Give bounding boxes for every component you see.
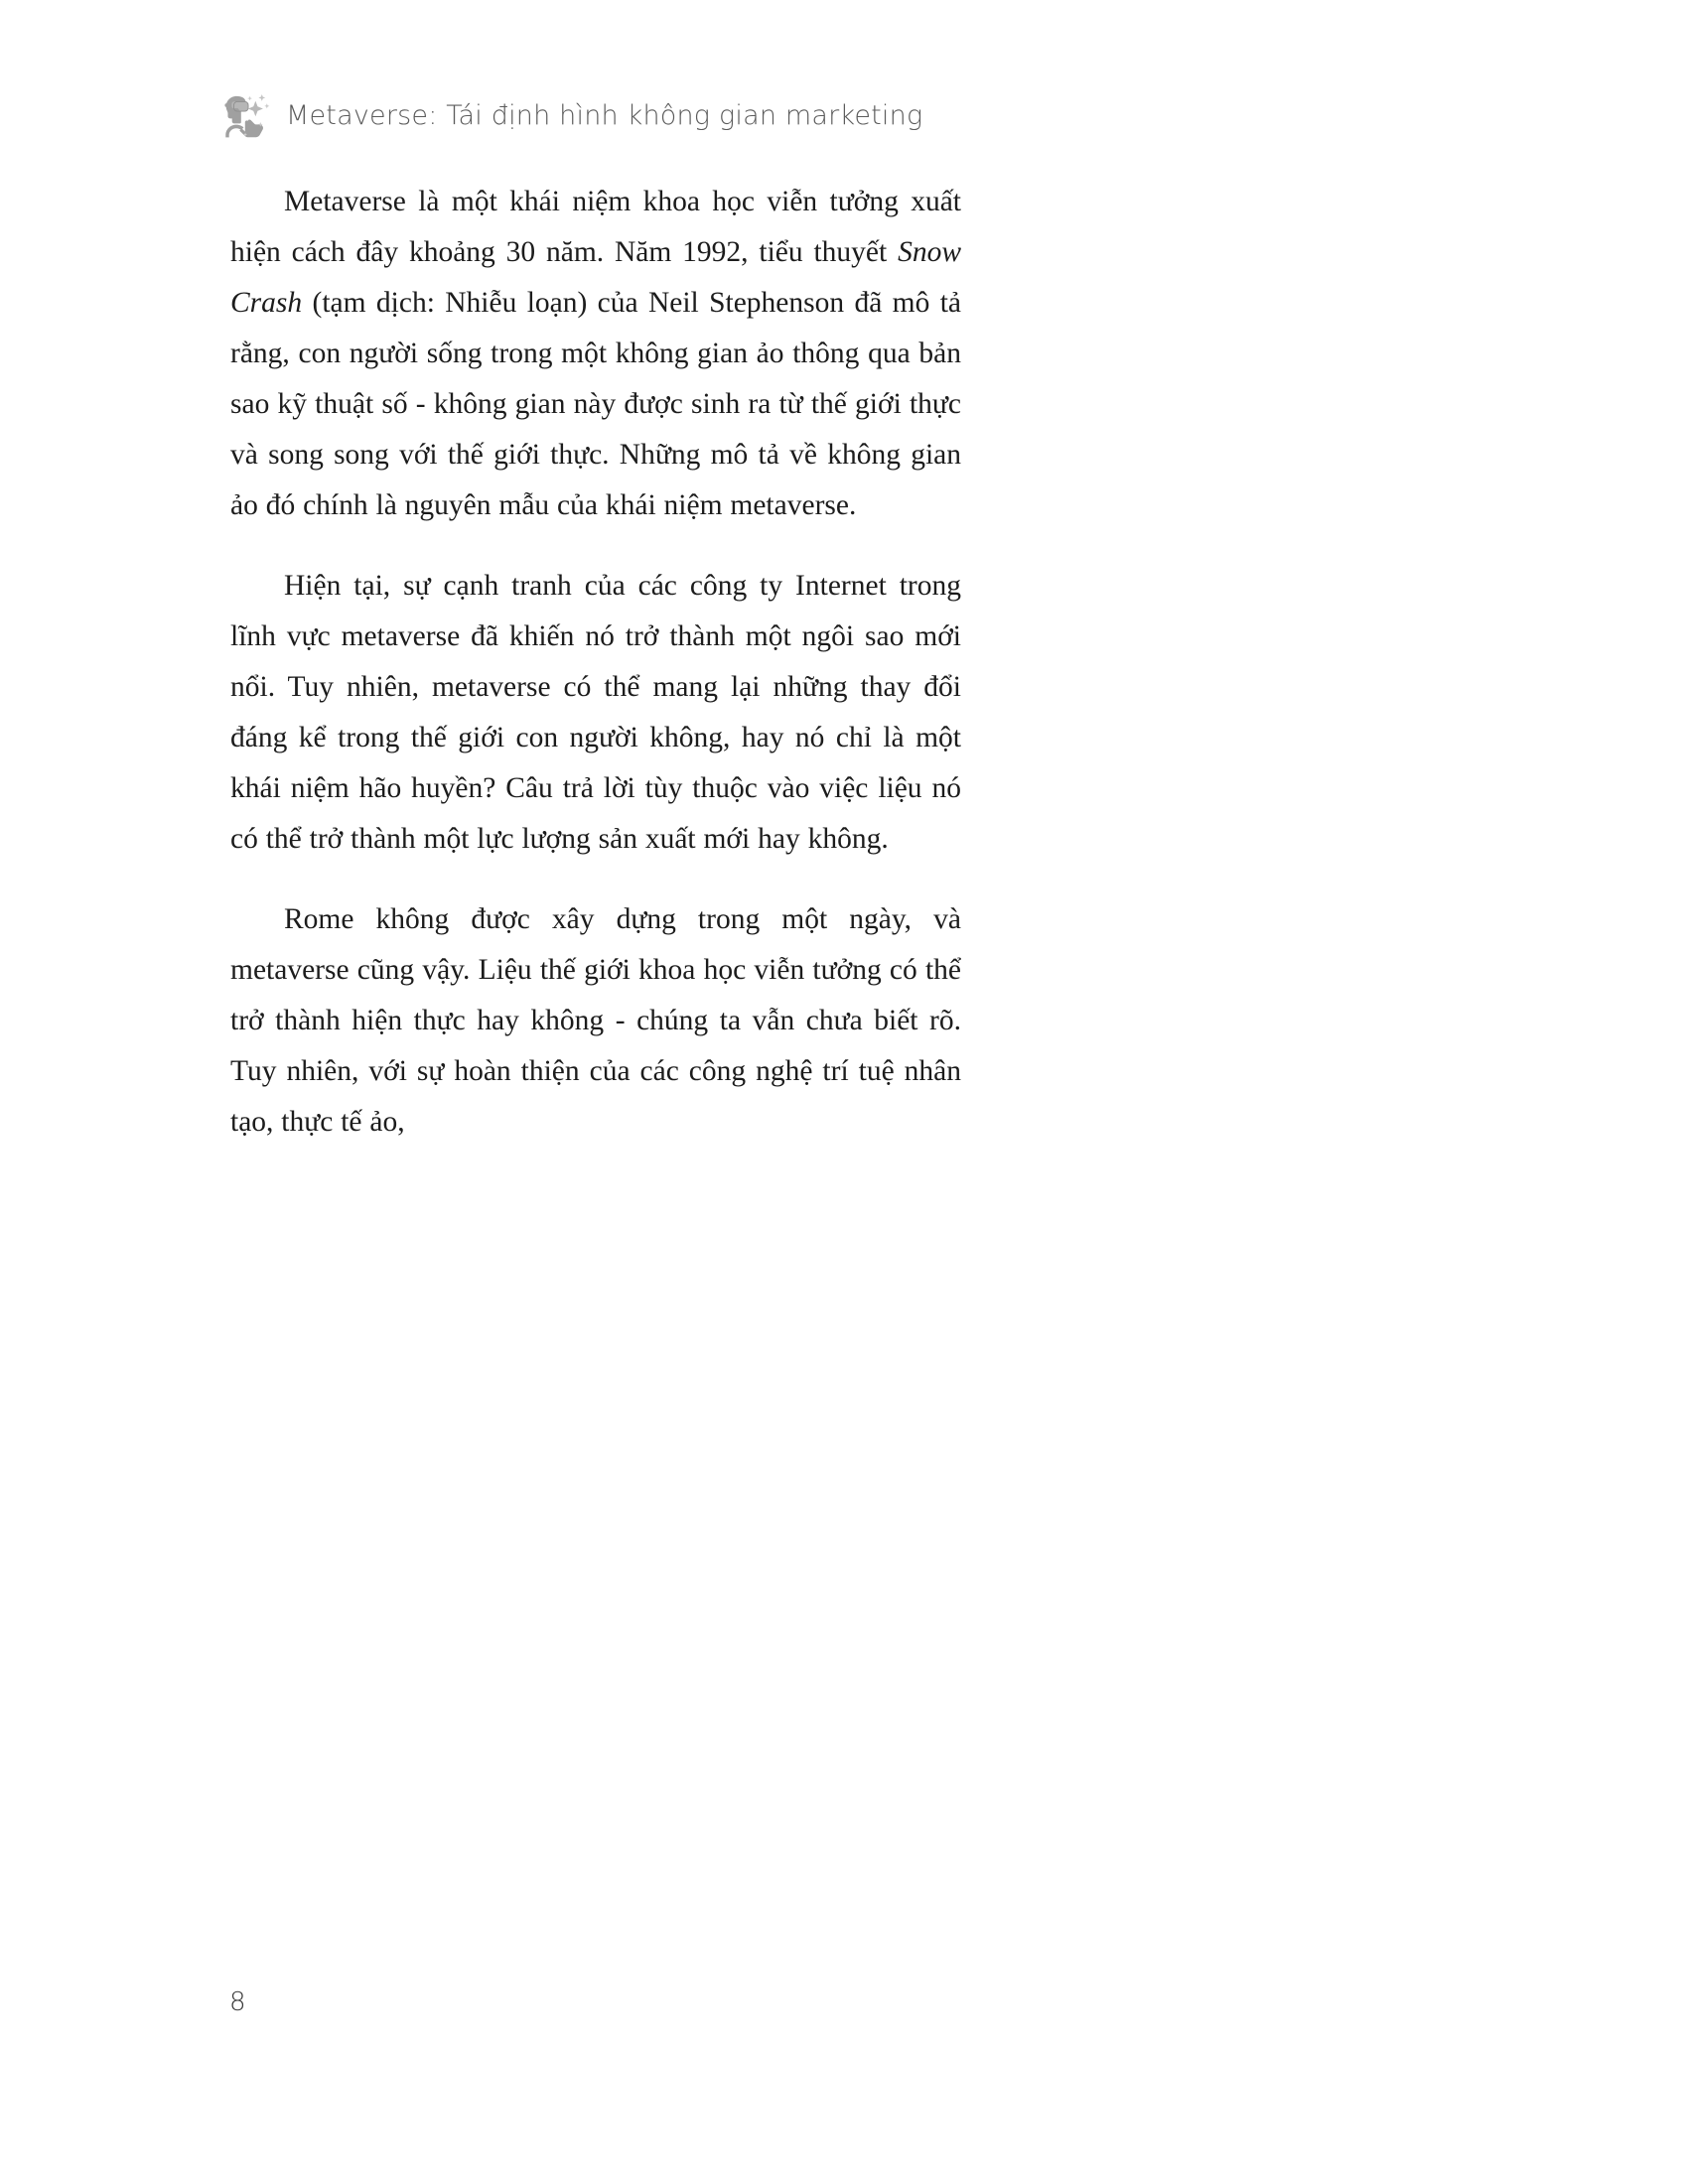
paragraph-1: Metaverse là một khái niệm khoa học viễn tưởng xuất hiện cách đây khoảng 30 năm. Năm 1992, tiểu thuyết Snow Crash (tạm dịch: Nhiễu loạn) của Neil Stephenson đã mô tả rằng, con người sống trong một không gian ảo thông qua bản sao kỹ thuật số - không gian này được sinh ra từ thế giới thực và song song với thế giới thực. Những mô tả về không gian ảo đó chính là nguyên mẫu của khái niệm metaverse. <box>230 186 961 521</box>
paragraph-3: Rome không được xây dựng trong một ngày, và metaverse cũng vậy. Liệu thế giới khoa học viễn tưởng có thể trở thành hiện thực hay không - chúng ta vẫn chưa biết rõ. Tuy nhiên, với sự hoàn thiện của các công nghệ trí tuệ nhân tạo, thực tế ảo, <box>230 903 961 1138</box>
running-header-title: Metaverse: Tái định hình không gian marketing <box>286 99 923 131</box>
page-number: 8 <box>229 1987 246 2017</box>
paragraph-2: Hiện tại, sự cạnh tranh của các công ty Internet trong lĩnh vực metaverse đã khiến nó trở thành một ngôi sao mới nổi. Tuy nhiên, metaverse có thể mang lại những thay đổi đáng kể trong thế giới con người không, hay nó chỉ là một khái niệm hão huyền? Câu trả lời tùy thuộc vào việc liệu nó có thể trở thành một lực lượng sản xuất mới hay không. <box>230 570 961 855</box>
running-header <box>220 87 922 143</box>
vr-headset-person-icon <box>220 89 272 141</box>
paragraph-1-italic-1: Snow Crash <box>230 236 961 319</box>
body-text-column <box>230 177 961 1148</box>
